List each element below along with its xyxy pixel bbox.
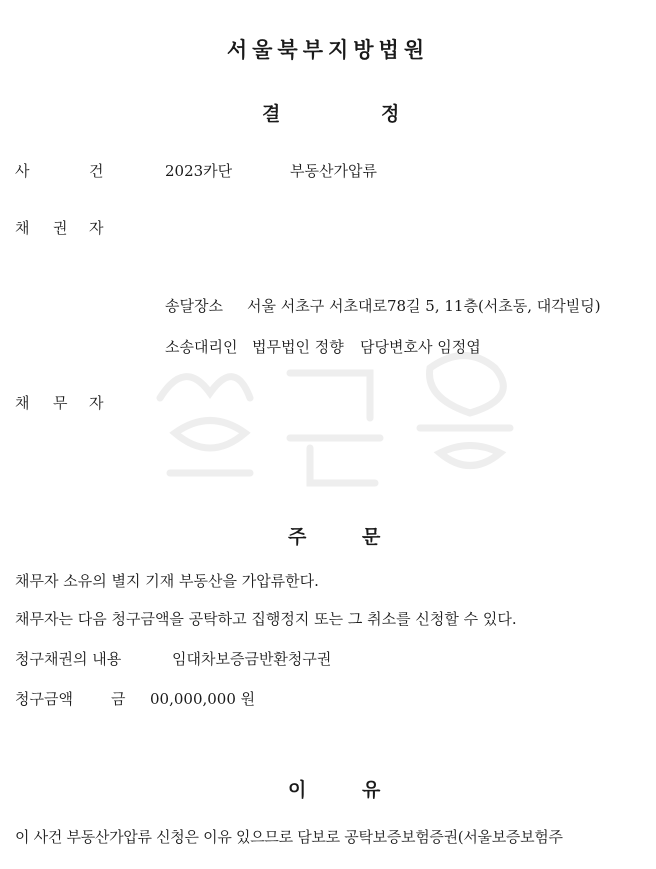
case-number: 2023카단 (165, 162, 233, 180)
service-label: 송달장소 (165, 297, 223, 315)
claim-label: 청구채권의 내용 (15, 650, 122, 668)
counsel-label: 소송대리인 (165, 338, 238, 356)
reason-heading-left: 이 (288, 779, 307, 801)
creditor-label-char-2: 권 (53, 219, 68, 237)
court-name: 서울북부지방법원 (226, 38, 430, 62)
amount-value: 00,000,000 원 (150, 690, 256, 708)
order-line-1: 채무자 소유의 별지 기재 부동산을 가압류한다. (15, 572, 319, 590)
order-heading-left: 주 (288, 526, 307, 548)
reason-heading-right: 유 (362, 779, 381, 801)
debtor-label-char-2: 무 (53, 394, 68, 412)
amount-label: 청구금액 (15, 690, 73, 708)
case-label-char-2: 건 (89, 162, 104, 180)
order-line-2: 채무자는 다음 청구금액을 공탁하고 집행정지 또는 그 취소를 신청할 수 있다. (15, 610, 517, 628)
reason-line-1: 이 사건 부동산가압류 신청은 이유 있으므로 담보로 공탁보증보험증권(서울보증보험주 (15, 828, 563, 846)
case-name: 부동산가압류 (290, 162, 377, 180)
debtor-label-char-1: 채 (15, 394, 30, 412)
claim-value: 임대차보증금반환청구권 (172, 650, 332, 668)
counsel-attorney: 담당변호사 임정엽 (360, 338, 481, 356)
service-address: 서울 서초구 서초대로78길 5, 11층(서초동, 대각빌딩) (247, 297, 601, 315)
doc-title-right: 정 (381, 103, 400, 125)
counsel-firm: 법무법인 정향 (252, 338, 344, 356)
order-heading-right: 문 (362, 526, 381, 548)
watermark-seal (140, 338, 530, 488)
creditor-label-char-1: 채 (15, 219, 30, 237)
debtor-label-char-3: 자 (89, 394, 104, 412)
amount-unit-label: 금 (111, 690, 126, 708)
creditor-label-char-3: 자 (89, 219, 104, 237)
case-label-char-1: 사 (15, 162, 30, 180)
doc-title-left: 결 (262, 103, 281, 125)
